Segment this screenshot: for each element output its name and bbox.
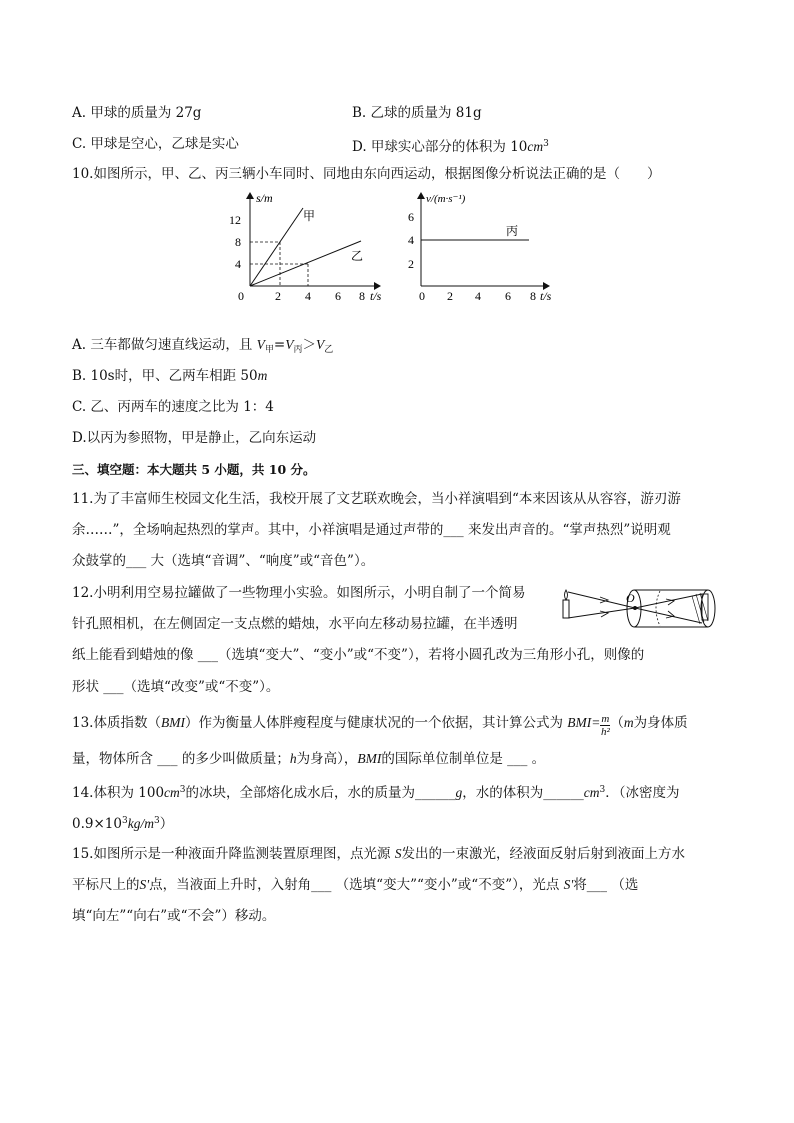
q11-line-2: 余……”，全场响起热烈的掌声。其中，小祥演唱是通过声带的___ 来发出声音的。“掌声热烈”说明观 — [72, 522, 671, 538]
graph2-xtick-8: 8 — [530, 289, 536, 303]
graph1-ytick-4: 4 — [235, 257, 241, 271]
graph1-x-label: t/s — [370, 289, 382, 303]
graph1-line-yi — [250, 241, 364, 286]
graph1-label-yi: 乙 — [351, 249, 364, 263]
q12-pinhole-camera-figure — [556, 578, 726, 634]
q15-line-1: 15.如图所示是一种液面升降监测装置原理图，点光源 S发出的一束激光，经液面反射后射到液面上方水 — [72, 846, 686, 862]
q11-line-3: 众鼓掌的___ 大（选填“音调”、“响度”或“音色”）。 — [72, 553, 375, 569]
graph2-xtick-6: 6 — [505, 289, 511, 303]
graph2-label-bing: 丙 — [506, 224, 519, 238]
q12-figure-label-o: O — [626, 591, 635, 605]
graph1-xtick-2: 2 — [275, 289, 281, 303]
graph2-ytick-6: 6 — [408, 210, 414, 224]
q10-stem: 10.如图所示，甲、乙、丙三辆小车同时、同地由东向西运动，根据图像分析说法正确的是（ ） — [72, 166, 661, 182]
graph2-y-label: v/(m·s⁻¹) — [426, 193, 466, 205]
graph1-y-label: s/m — [256, 191, 273, 205]
graph1-origin: 0 — [238, 289, 244, 303]
q10-graph-v-t — [404, 188, 574, 306]
q15-line-3: 填“向左”“向右”或“不会”）移动。 — [72, 908, 276, 924]
q15-line-2: 平标尺上的S'点，当液面上升时，入射角___ （选填“变大”“变小”或“不变”），光点 S'将___ （选 — [72, 877, 639, 893]
graph2-ytick-4: 4 — [408, 233, 414, 247]
q14-line-2: $0.9\times 10^3kg/m^3$） — [72, 816, 174, 832]
q9-option-a: A. 甲球的质量为 27g — [72, 105, 202, 121]
q12-line-3: 纸上能看到蜡烛的像 ___（选填“变大”、“变小”或“不变”），若将小圆孔改为三角形小孔，则像的 — [72, 647, 645, 663]
graph1-label-jia: 甲 — [303, 209, 316, 223]
q12-line-4: 形状 ___（选填“改变”或“不变”）。 — [72, 679, 280, 695]
q10-option-c: C. 乙、丙两车的速度之比为 1：4 — [72, 399, 274, 415]
q14-line-1: 14.体积为 $100cm^3$的冰块，全部熔化成水后，水的质量为______g，水的体积为$\_\_\_\_\_\_cm^3$．（冰密度为 — [72, 785, 680, 801]
q10-graph-s-t — [225, 188, 395, 306]
graph1-ytick-12: 12 — [229, 213, 241, 227]
graph1-line-jia — [250, 208, 303, 286]
q10-option-b: B. 10s时，甲、乙两车相距 50m — [72, 368, 268, 384]
q9-option-b: B. 乙球的质量为 81g — [352, 105, 482, 121]
graph1-xtick-6: 6 — [335, 289, 341, 303]
graph2-ytick-2: 2 — [408, 257, 414, 271]
graph2-xtick-2: 2 — [447, 289, 453, 303]
q9-option-d: D. 甲球实心部分的体积为 $10cm^3$ — [352, 139, 549, 155]
graph2-x-label: t/s — [540, 289, 552, 303]
section-3-heading: 三、填空题：本大题共 5 小题，共 10 分。 — [72, 462, 316, 477]
graph1-ytick-8: 8 — [235, 235, 241, 249]
graph2-xtick-4: 4 — [475, 289, 481, 303]
q13-bmi-fraction: $\frac{m}{\text{h²}}$ — [600, 713, 610, 738]
q10-option-d: D.以丙为参照物，甲是静止，乙向东运动 — [72, 430, 317, 446]
graph1-xtick-4: 4 — [305, 289, 311, 303]
q13-line-1: 13.体质指数（BMI）作为衡量人体胖瘦程度与健康状况的一个依据，其计算公式为 BMI= $\frac{m}{\text{h²}}$ （m为身体质 — [72, 713, 688, 738]
q12-line-2: 针孔照相机，在左侧固定一支点燃的蜡烛，水平向左移动易拉罐，在半透明 — [72, 616, 518, 632]
graph2-origin: 0 — [419, 289, 425, 303]
q9-option-c: C. 甲球是空心，乙球是实心 — [72, 136, 239, 152]
q11-line-1: 11.为了丰富师生校园文化生活，我校开展了文艺联欢晚会，当小祥演唱到“本来因该从从容容，游刃游 — [72, 491, 681, 507]
q13-line-2: 量，物体所含 ___ 的多少叫做质量；h为身高），BMI的国际单位制单位是 ___ 。 — [72, 751, 546, 767]
q10-option-a: A. 三车都做匀速直线运动，且 $V_甲=V_丙>V_乙$ — [72, 337, 334, 355]
graph1-xtick-8: 8 — [359, 289, 365, 303]
q12-line-1: 12.小明利用空易拉罐做了一些物理小实验。如图所示，小明自制了一个简易 — [72, 585, 526, 601]
